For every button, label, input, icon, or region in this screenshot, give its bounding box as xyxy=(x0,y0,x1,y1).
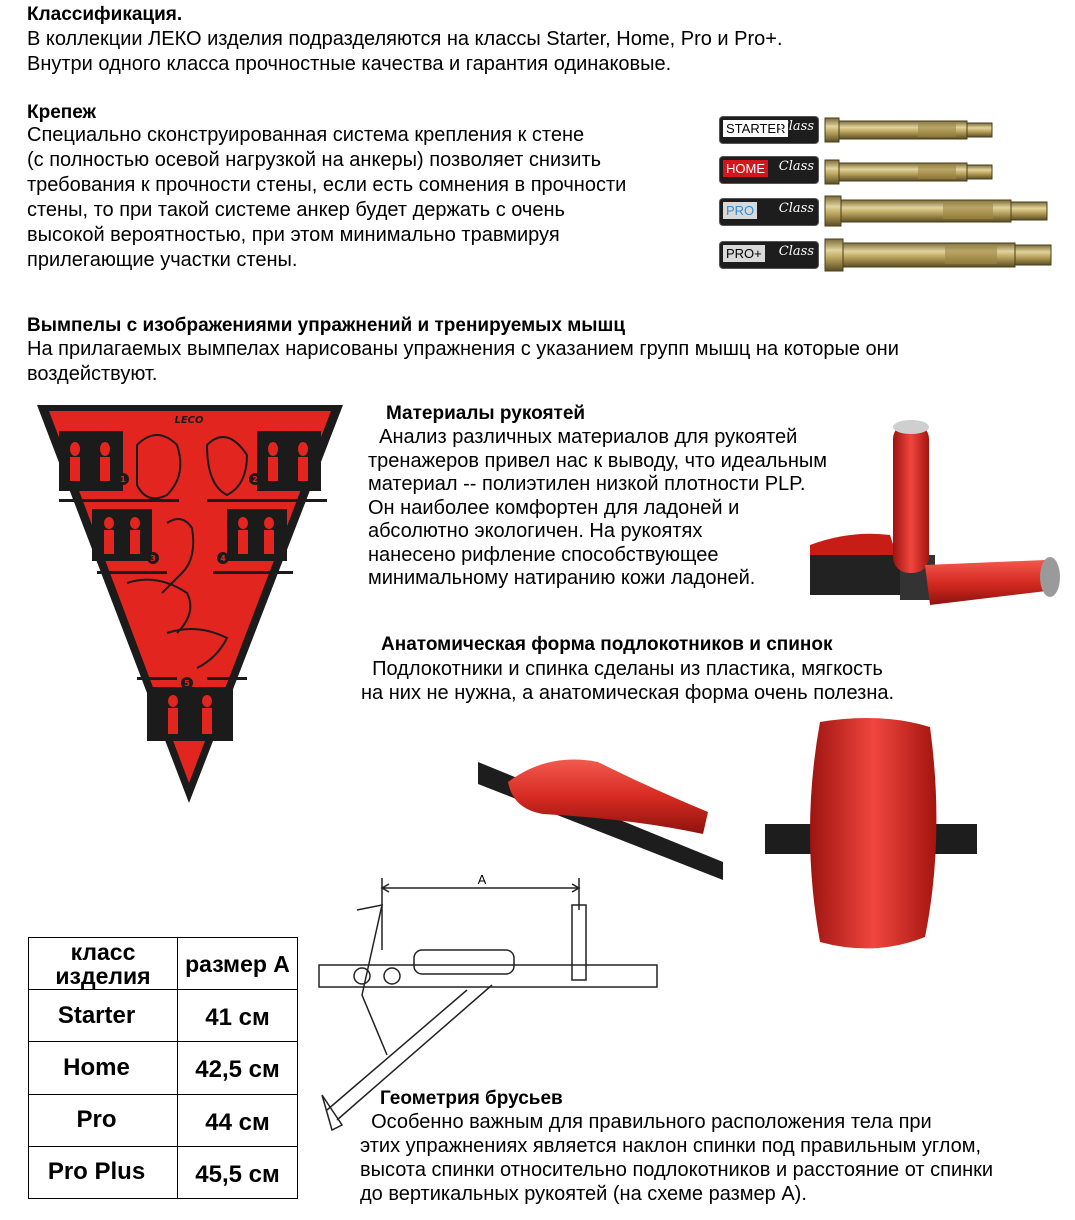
handles-line: материал -- полиэтилен низкой плотности PLP. xyxy=(368,473,806,495)
anatomic-line: на них не нужна, а анатомическая форма очень полезна. xyxy=(361,682,895,704)
handles-line: Анализ различных материалов для рукоятей xyxy=(368,426,798,448)
badge-label: PRO+ xyxy=(723,245,765,262)
pennants-line: воздействуют. xyxy=(27,363,158,385)
badge-pro xyxy=(720,199,818,225)
table-row xyxy=(29,1146,298,1198)
badge-script: Class xyxy=(778,159,814,174)
exercise-pennant xyxy=(37,405,343,805)
anchor-bolt-pro-plus xyxy=(823,234,1055,278)
table-cell-class: Starter xyxy=(29,990,178,1042)
mounting-heading: Крепеж xyxy=(27,102,97,123)
handles-heading: Материалы рукоятей xyxy=(386,403,586,424)
table-header-row xyxy=(29,938,298,990)
pennants-heading: Вымпелы с изображениями упражнений и тренируемых мышц xyxy=(27,315,626,336)
geometry-text xyxy=(360,1110,993,1206)
mounting-line: Специально сконструированная система крепления к стене xyxy=(27,124,585,146)
badge-label: PRO xyxy=(723,202,757,219)
badge-starter xyxy=(720,117,818,143)
table-cell-class: Pro xyxy=(29,1094,178,1146)
table-row xyxy=(29,990,298,1042)
anchor-bolt-starter xyxy=(823,110,1003,150)
table-row xyxy=(29,1042,298,1094)
mounting-text xyxy=(27,123,626,273)
classification-line: В коллекции ЛЕКО изделия подразделяются на классы Starter, Home, Pro и Pro+. xyxy=(27,28,783,50)
geometry-line: до вертикальных рукоятей (на схеме размер А). xyxy=(360,1183,807,1205)
handles-text xyxy=(368,426,827,591)
classification-text xyxy=(27,27,783,77)
badge-pro-plus xyxy=(720,242,818,268)
badge-label: HOME xyxy=(723,160,768,177)
pennant-number: 5 xyxy=(184,679,190,688)
anatomic-heading: Анатомическая форма подлокотников и спинок xyxy=(381,634,833,655)
pennants-line: На прилагаемых вымпелах нарисованы упражнения с указанием групп мышц на которые они xyxy=(27,338,899,360)
armrest-image xyxy=(478,752,726,882)
badge-label: STARTER xyxy=(723,120,788,137)
dimension-label: A xyxy=(477,872,487,887)
geometry-line: этих упражнениях является наклон спинки под правильным углом, xyxy=(360,1135,982,1157)
classification-line: Внутри одного класса прочностные качества и гарантия одинаковые. xyxy=(27,53,672,75)
mounting-line: стены, то при такой системе анкер будет держать с очень xyxy=(27,199,565,221)
handles-line: минимальному натиранию кожи ладоней. xyxy=(368,567,756,589)
sizes-table xyxy=(28,937,298,1199)
table-row xyxy=(29,1094,298,1146)
anchor-bolt-pro xyxy=(823,190,1055,234)
pennants-text xyxy=(27,337,899,387)
table-cell-size: 42,5 см xyxy=(178,1042,298,1094)
pennant-brand: LECO xyxy=(174,415,204,426)
badge-home xyxy=(720,157,818,183)
table-cell-class: Home xyxy=(29,1042,178,1094)
anatomic-text xyxy=(361,657,894,705)
geometry-line: Особенно важным для правильного расположения тела при xyxy=(360,1111,932,1133)
geometry-heading: Геометрия брусьев xyxy=(380,1088,563,1109)
handles-line: Он наиболее комфортен для ладоней и xyxy=(368,496,740,519)
badge-script: Class xyxy=(778,201,814,216)
table-cell-size: 44 см xyxy=(178,1094,298,1146)
table-cell-class: Pro Plus xyxy=(29,1146,178,1198)
table-cell-size: 41 см xyxy=(178,990,298,1042)
table-header-size: размер А xyxy=(178,938,298,990)
handles-line: абсолютно экологичен. На рукоятях xyxy=(368,520,703,542)
pennant-number: 3 xyxy=(150,554,156,563)
badge-script: Class xyxy=(778,119,814,134)
pennant-number: 1 xyxy=(120,475,126,484)
table-header-class: класс изделия xyxy=(29,938,178,990)
handle-image xyxy=(805,415,1070,610)
geometry-line: высота спинки относительно подлокотников и расстояние от спинки xyxy=(360,1159,994,1181)
pennant-number: 2 xyxy=(252,475,258,484)
table-cell-size: 45,5 см xyxy=(178,1146,298,1198)
pennant-number: 4 xyxy=(220,554,226,563)
backrest-image xyxy=(765,712,980,957)
handles-line: нанесено рифление способствующее xyxy=(368,543,719,566)
badge-script: Class xyxy=(778,244,814,259)
mounting-line: высокой вероятностью, при этом минимально травмируя xyxy=(27,224,560,246)
classification-heading: Классификация. xyxy=(27,4,183,25)
handles-line: тренажеров привел нас к выводу, что идеальным xyxy=(368,449,827,472)
anchor-bolt-home xyxy=(823,152,1003,192)
mounting-line: (с полностью осевой нагрузкой на анкеры) позволяет снизить xyxy=(27,149,602,171)
mounting-line: прилегающие участки стены. xyxy=(27,249,298,271)
mounting-line: требования к прочности стены, если есть сомнения в прочности xyxy=(27,174,627,196)
anatomic-line: Подлокотники и спинка сделаны из пластика, мягкость xyxy=(361,658,883,680)
